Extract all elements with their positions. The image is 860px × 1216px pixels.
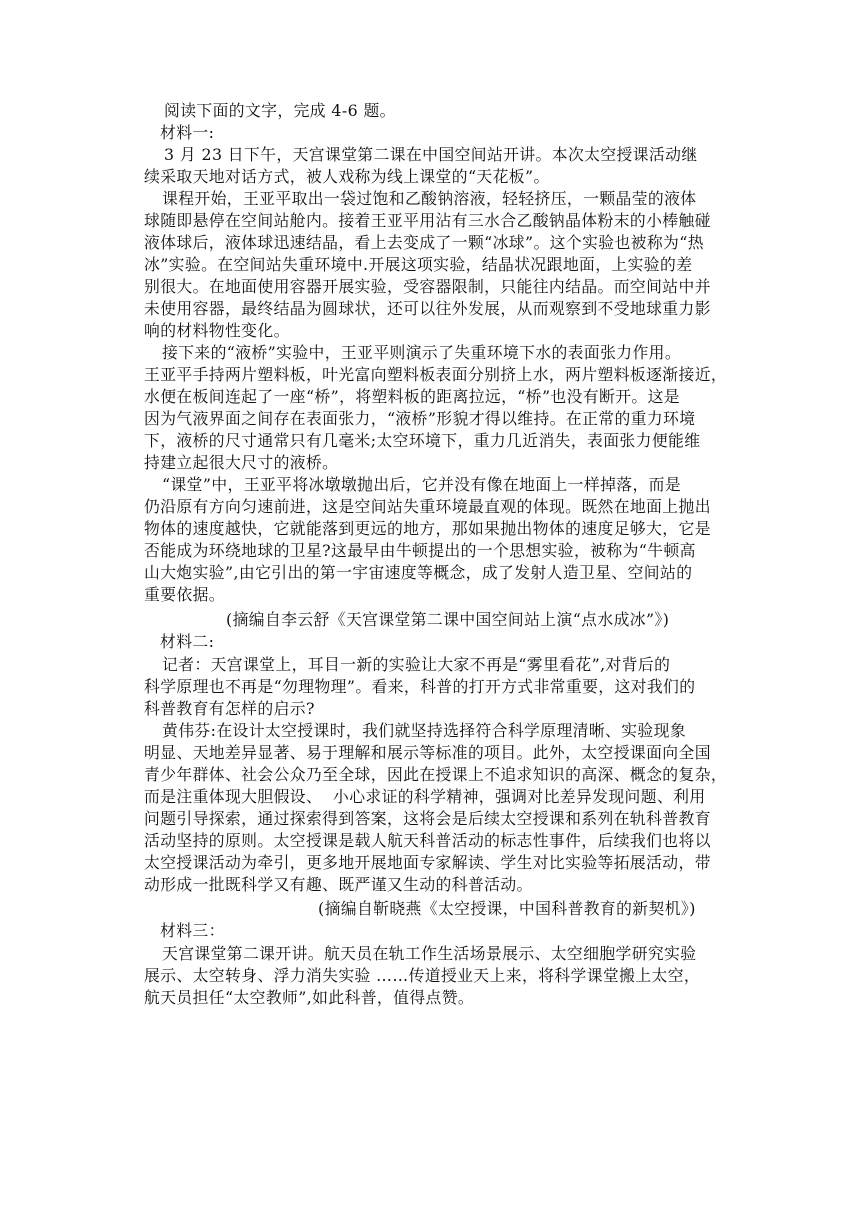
source-citation-1: (摘编自李云舒《天宫课堂第二课中国空间站上演“点水成冰”》) — [226, 610, 670, 629]
text-line: 明显、天地差异显著、易于理解和展示等标准的项目。此外，太空授课面向全国 — [144, 743, 711, 762]
material-heading-3: 材料三： — [160, 921, 225, 940]
text-line: 黄伟芬:在设计太空授课时，我们就坚持选择符合科学原理清晰、实验现象 — [162, 721, 687, 740]
text-line: “课堂”中，王亚平将冰墩墩抛出后，它并没有像在地面上一样掉落，而是 — [162, 475, 682, 494]
text-line: 青少年群体、社会公众乃至全球，因此在授课上不追求知识的高深、概念的复杂， — [144, 765, 728, 784]
text-line: 物体的速度越快，它就能落到更远的地方，那如果抛出物体的速度足够大，它是 — [144, 519, 711, 538]
text-line: 液体球后，液体球迅速结晶，看上去变成了一颗“冰球”。这个实验也被称为“热 — [144, 233, 704, 252]
text-line: 山大炮实验”,由它引出的第一宇宙速度等概念，成了发射人造卫星、空间站的 — [144, 563, 693, 582]
text-line: 科学原理也不再是“勿理物理”。看来，科普的打开方式非常重要，这对我们的 — [144, 677, 696, 696]
text-line: 否能成为环绕地球的卫星?这最早由牛顿提出的一个思想实验，被称为“牛顿高 — [144, 541, 696, 560]
text-line: 水便在板间连起了一座“桥”，将塑料板的距离拉远，“桥”也没有断开。这是 — [144, 387, 681, 406]
text-line: 课程开始，王亚平取出一袋过饱和乙酸钠溶液，轻轻挤压，一颗晶莹的液体 — [162, 189, 697, 208]
material-heading-2: 材料二: — [160, 632, 215, 651]
text-line: 接下来的“液桥”实验中，王亚平则演示了失重环境下水的表面张力作用。 — [162, 343, 682, 362]
text-line: 续采取天地对话方式，被人戏称为线上课堂的“天花板”。 — [144, 167, 550, 186]
text-line: 球随即悬停在空间站舱内。接着王亚平用沾有三水合乙酸钠晶体粉末的小棒触碰 — [144, 211, 711, 230]
text-line: 响的材料物性变化。 — [144, 321, 290, 340]
material-heading-1: 材料一: — [160, 123, 215, 142]
text-line: 重要依据。 — [144, 585, 225, 604]
source-citation-2: (摘编自靳晓燕《太空授课，中国科普教育的新契机》) — [318, 899, 696, 918]
text-line: 天宫课堂第二课开讲。航天员在轨工作生活场景展示、太空细胞学研究实验 — [162, 944, 697, 963]
text-line: 王亚平手持两片塑料板，叶光富向塑料板表面分别挤上水，两片塑料板逐渐接近， — [144, 365, 728, 384]
text-line: 因为气液界面之间存在表面张力，“液桥”形貌才得以维持。在正常的重力环境 — [144, 409, 696, 428]
text-line: 别很大。在地面使用容器开展实验，受容器限制，只能往内结晶。而空间站中并 — [144, 277, 711, 296]
text-line: 冰”实验。在空间站失重环境中.开展这项实验，结晶状况跟地面，上实验的差 — [144, 255, 693, 274]
text-line: 未使用容器，最终结晶为圆球状，还可以往外发展，从而观察到不受地球重力影 — [144, 299, 711, 318]
text-line: 科普教育有怎样的启示? — [144, 699, 315, 718]
text-line: 持建立起很大尺寸的液桥。 — [144, 453, 339, 472]
text-line: 展示、太空转身、浮力消失实验 ……传道授业天上来，将科学课堂搬上太空， — [144, 966, 701, 985]
text-line: 而是注重体现大胆假设、 小心求证的科学精神，强调对比差异发现问题、利用 — [144, 787, 706, 806]
text-line: 问题引导探索，通过探索得到答案，这将会是后续太空授课和系列在轨科普教育 — [144, 809, 711, 828]
text-line: 3 月 23 日下午，天宫课堂第二课在中国空间站开讲。本次太空授课活动继 — [164, 145, 698, 164]
text-line: 下，液桥的尺寸通常只有几毫米;太空环境下，重力几近消失，表面张力便能维 — [144, 431, 701, 450]
text-line: 航天员担任“太空教师”,如此科普，值得点赞。 — [144, 988, 475, 1007]
text-line: 动形成一批既科学又有趣、既严谨又生动的科普活动。 — [144, 875, 533, 894]
text-line: 记者：天宫课堂上，耳目一新的实验让大家不再是“雾里看花”,对背后的 — [162, 655, 671, 674]
instruction-line: 阅读下面的文字，完成 4-6 题。 — [164, 101, 396, 120]
text-line: 活动坚持的原则。太空授课是载人航天科普活动的标志性事件，后续我们也将以 — [144, 831, 711, 850]
text-line: 太空授课活动为牵引，更多地开展地面专家解读、学生对比实验等拓展活动，带 — [144, 853, 711, 872]
text-line: 仍沿原有方向匀速前进，这是空间站失重环境最直观的体现。既然在地面上抛出 — [144, 497, 711, 516]
